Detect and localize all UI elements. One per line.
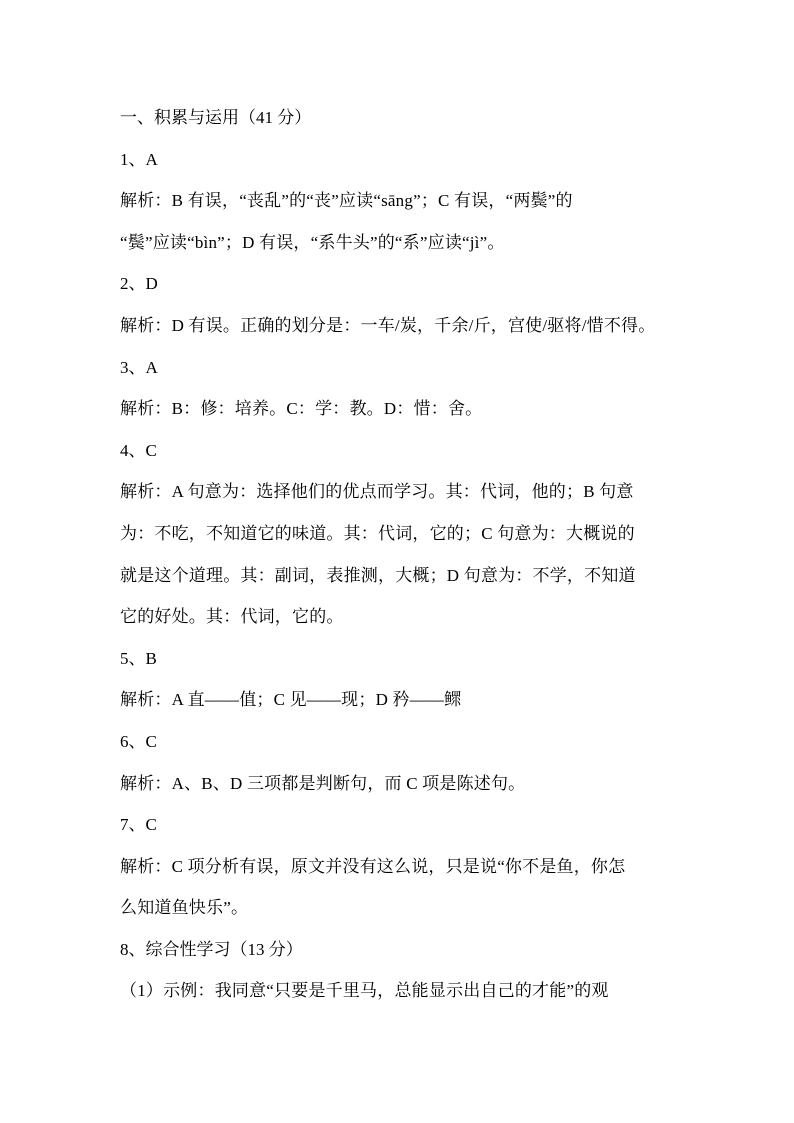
answer-analysis: 为：不吃，不知道它的味道。其：代词，它的；C 句意为：大概说的	[120, 523, 635, 543]
question-number: 3、A	[120, 357, 158, 377]
answer-analysis: 么知道鱼快乐”。	[120, 898, 249, 918]
answer-analysis: 它的好处。其：代词，它的。	[120, 607, 344, 627]
question-block-4	[120, 430, 684, 638]
question-block-7	[120, 804, 684, 929]
answer-analysis: 解析：D 有误。正确的划分是：一车/炭，千余/斤，宫使/驱将/惜不得。	[120, 315, 656, 335]
question-number: 8、综合性学习（13 分）	[120, 939, 303, 959]
answer-analysis: 解析：C 项分析有误，原文并没有这么说，只是说“你不是鱼，你怎	[120, 856, 626, 876]
question-number: 5、B	[120, 648, 157, 668]
answer-analysis: 解析：A 直——值；C 见——现；D 矜——鳏	[120, 690, 462, 710]
question-number: 2、D	[120, 274, 158, 294]
answer-analysis: （1）示例：我同意“只要是千里马，总能显示出自己的才能”的观	[120, 981, 609, 1001]
answer-analysis: 解析：B：修：培养。C：学：教。D：惜：舍。	[120, 399, 483, 419]
answer-analysis: 解析：B 有误，“丧乱”的“丧”应读“sāng”；C 有误，“两鬓”的	[120, 191, 573, 211]
question-number: 4、C	[120, 440, 157, 460]
question-block-8	[120, 929, 684, 1012]
question-block-6	[120, 721, 684, 804]
section-title: 一、积累与运用（41 分）	[120, 108, 312, 127]
answer-analysis: “鬓”应读“bìn”；D 有误，“系牛头”的“系”应读“jì”。	[120, 232, 505, 252]
answer-analysis: 解析：A、B、D 三项都是判断句，而 C 项是陈述句。	[120, 773, 526, 793]
question-block-1	[120, 139, 684, 264]
answer-analysis: 就是这个道理。其：副词，表推测，大概；D 句意为：不学，不知道	[120, 565, 636, 585]
question-block-5	[120, 638, 684, 721]
question-number: 1、A	[120, 149, 158, 169]
question-number: 7、C	[120, 815, 157, 835]
answer-analysis: 解析：A 句意为：选择他们的优点而学习。其：代词，他的；B 句意	[120, 482, 634, 502]
question-block-3	[120, 347, 684, 430]
question-block-2	[120, 263, 684, 346]
question-number: 6、C	[120, 731, 157, 751]
